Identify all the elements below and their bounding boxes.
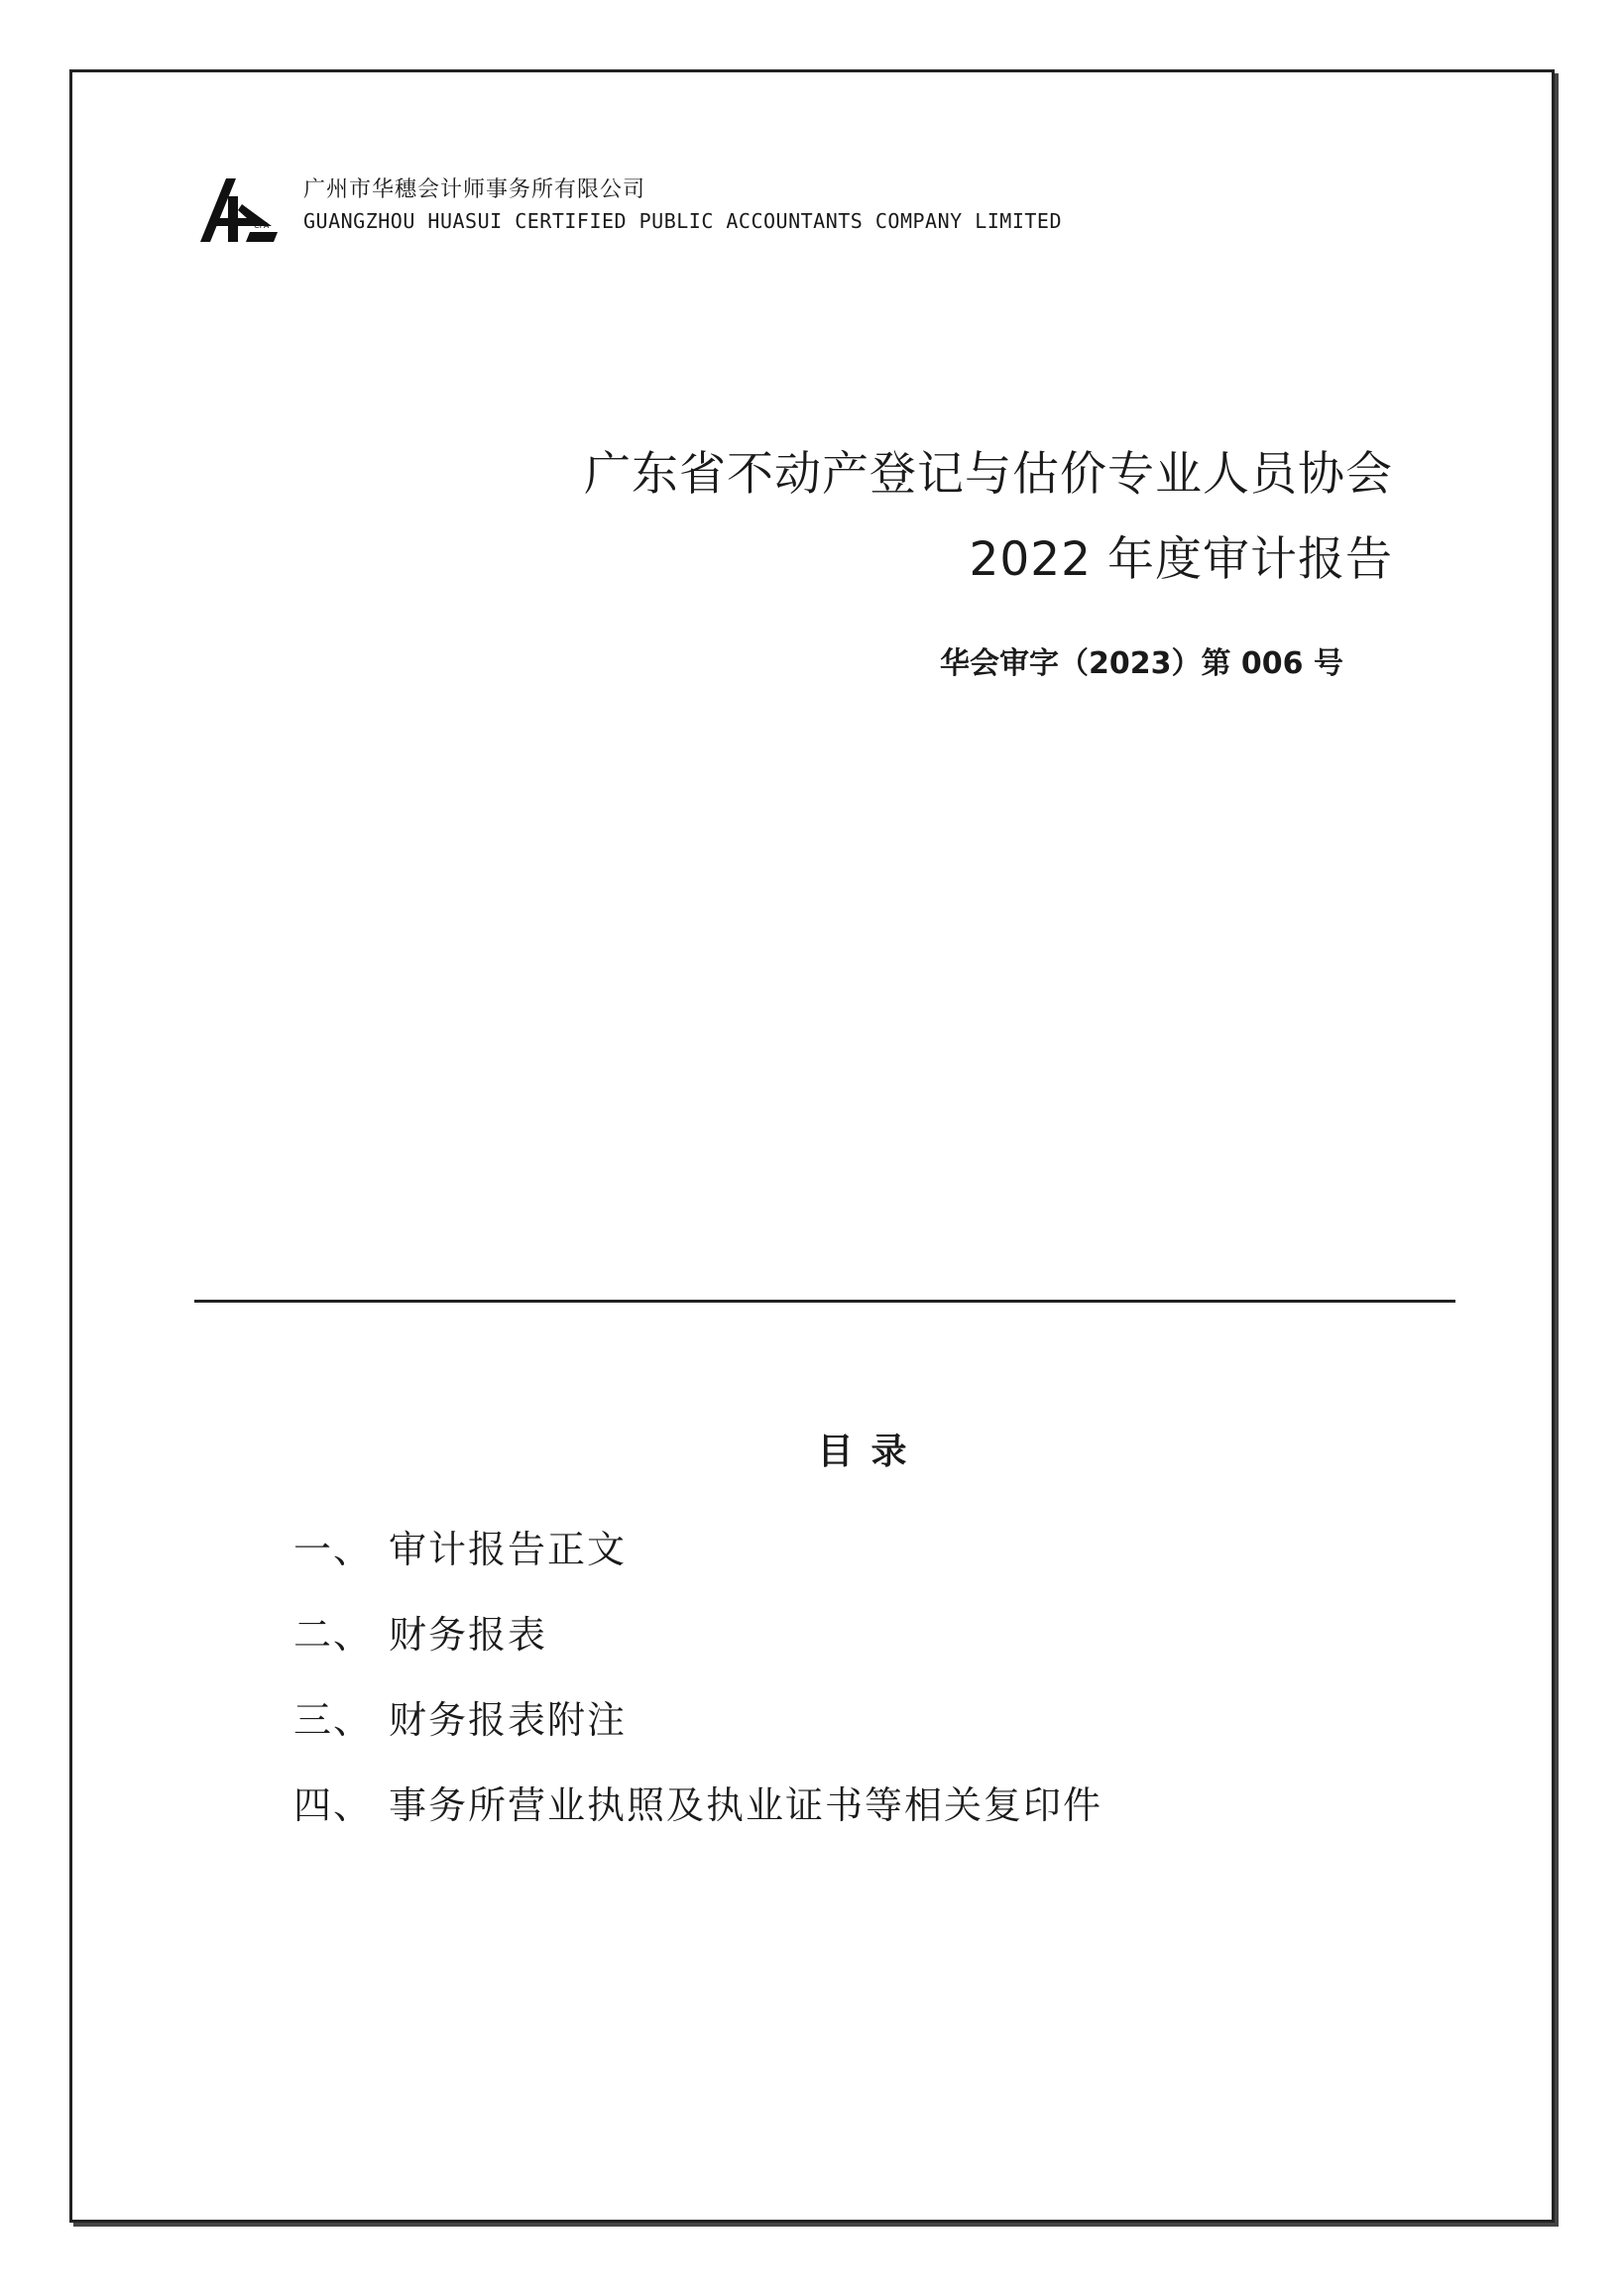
toc-item-label: 财务报表 (389, 1613, 548, 1657)
toc-item (293, 1763, 1102, 1848)
toc-heading: 目录 (817, 1432, 925, 1472)
toc-item-label: 审计报告正文 (389, 1528, 628, 1571)
toc-item-number: 一、 (293, 1528, 374, 1571)
firm-logo (198, 174, 282, 246)
logo-cpa-text: CPA (254, 221, 270, 230)
report-title (584, 432, 1393, 603)
toc-list (293, 1507, 1102, 1848)
page-border (69, 69, 1555, 2223)
firm-name-en: GUANGZHOU HUASUI CERTIFIED PUBLIC ACCOUNTANTS COMPANY LIMITED (303, 209, 1063, 233)
report-number: 华会审字（2023）第 006 号 (939, 646, 1343, 681)
firm-header (198, 174, 1062, 246)
toc-item-number: 三、 (293, 1698, 374, 1742)
toc-item-number: 二、 (293, 1613, 374, 1657)
section-divider (194, 1300, 1455, 1303)
toc-item (293, 1592, 1102, 1677)
toc-item-number: 四、 (293, 1783, 374, 1827)
toc-item-label: 事务所营业执照及执业证书等相关复印件 (389, 1783, 1103, 1827)
toc-item-label: 财务报表附注 (389, 1698, 628, 1742)
toc-item (293, 1507, 1102, 1592)
firm-name-cn: 广州市华穗会计师事务所有限公司 (303, 177, 646, 202)
toc-item (293, 1677, 1102, 1763)
title-line-1: 广东省不动产登记与估价专业人员协会 (584, 447, 1393, 502)
title-line-2: 2022 年度审计报告 (969, 532, 1393, 587)
